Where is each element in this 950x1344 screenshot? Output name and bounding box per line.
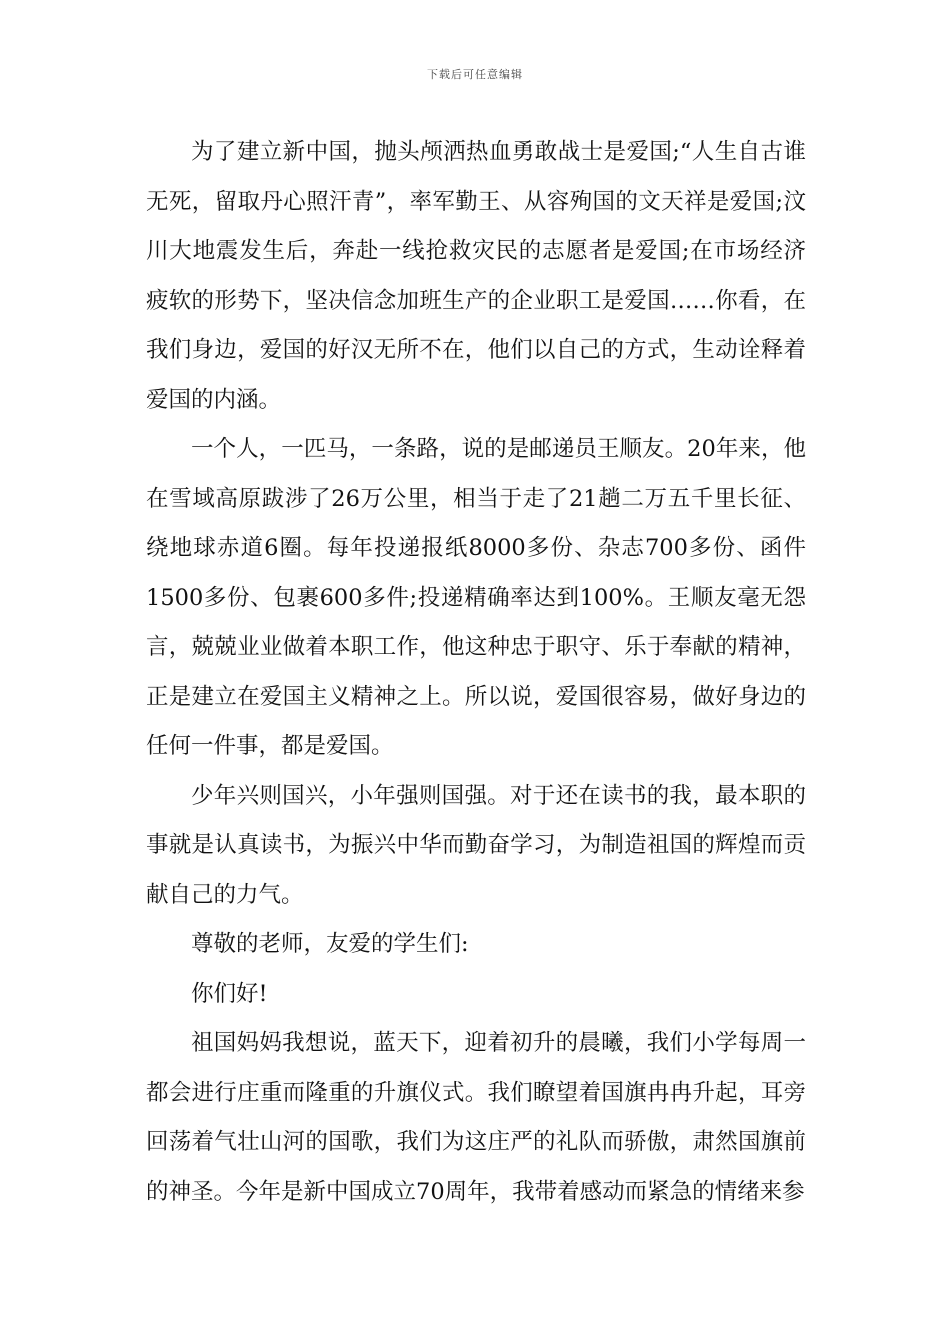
paragraph-5-greeting: 你们好! xyxy=(191,980,268,1007)
paragraph-4-salutation: 尊敬的老师，友爱的学生们: xyxy=(191,931,469,957)
paragraph-2: 一个人，一匹马，一条路，说的是邮递员王顺友。20年来，他在雪域高原跋涉了26万公里，相当于走了21趟二万五千里长征、绕地球赤道6圈。每年投递报纸8000多份、杂志700多份、函件1500多份、包裹600多件;投递精确率达到100%。王顺友毫无怨言，兢兢业业做着本职工作，他这种忠于职守、乐于奉献的精神，正是建立在爱国主义精神之上。所以说，爱国很容易，做好身边的任何一件事，都是爱国。 xyxy=(146,436,806,759)
paragraph-6: 祖国妈妈我想说，蓝天下，迎着初升的晨曦，我们小学每周一都会进行庄重而隆重的升旗仪式。我们瞭望着国旗冉冉升起，耳旁回荡着气壮山河的国歌，我们为这庄严的礼队而骄傲，肃然国旗前的神圣。今年是新中国成立70周年，我带着感动而紧急的情绪来参 xyxy=(146,1030,806,1205)
paragraph-1: 为了建立新中国，抛头颅洒热血勇敢战士是爱国;“人生自古谁无死，留取丹心照汗青”，率军勤王、从容殉国的文天祥是爱国;汶川大地震发生后，奔赴一线抢救灾民的志愿者是爱国;在市场经济疲软的形势下，坚决信念加班生产的企业职工是爱国……你看，在我们身边，爱国的好汉无所不在，他们以自己的方式，生动诠释着爱国的内涵。 xyxy=(146,139,806,413)
document-body xyxy=(146,128,806,1217)
paragraph-3: 少年兴则国兴，小年强则国强。对于还在读书的我，最本职的事就是认真读书，为振兴中华而勤奋学习，为制造祖国的辉煌而贡献自己的力气。 xyxy=(146,782,806,908)
page-header: 下载后可任意编辑 xyxy=(427,68,523,81)
